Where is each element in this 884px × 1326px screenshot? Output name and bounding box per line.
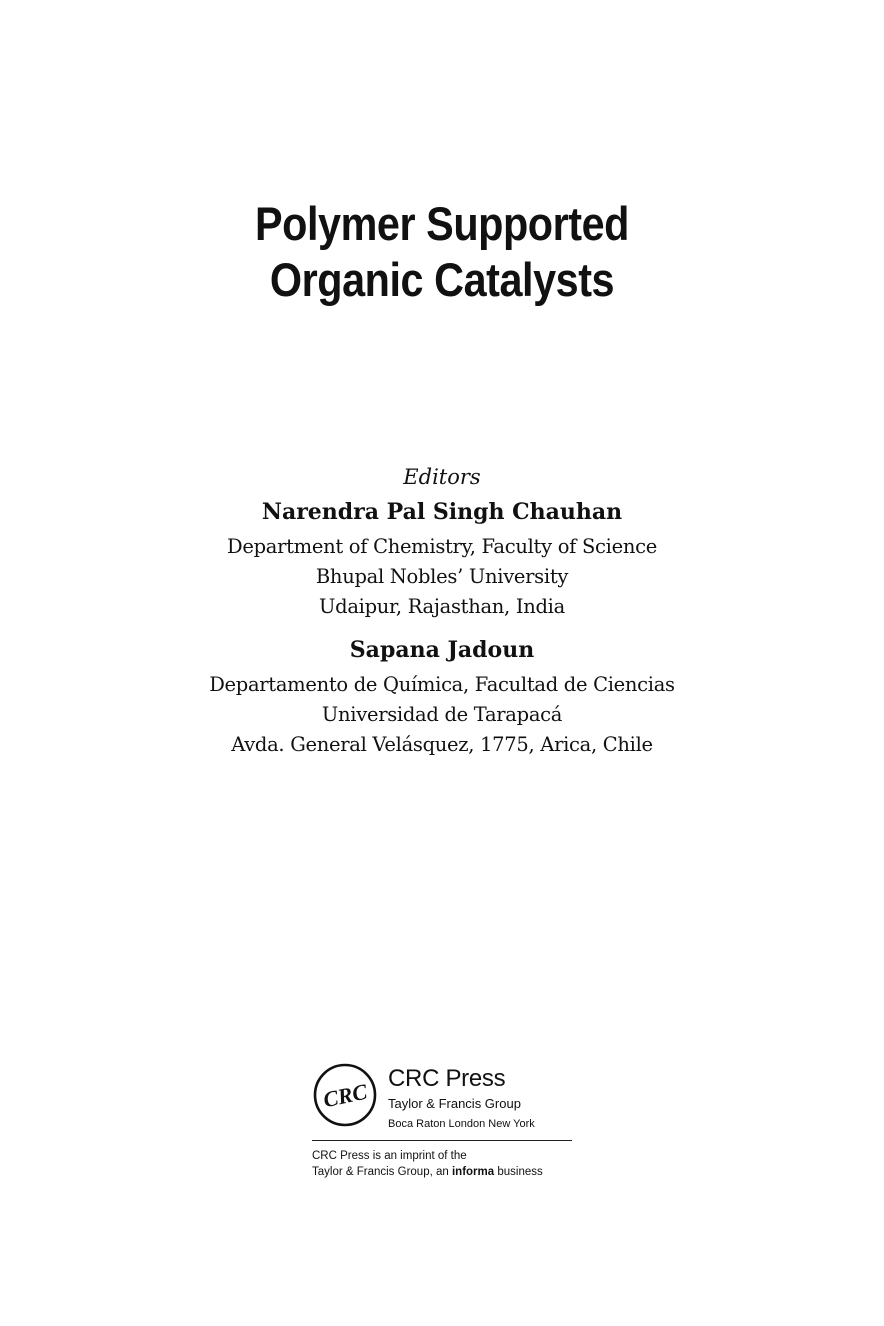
imprint-line-2-post: business <box>494 1166 543 1178</box>
editor-affiliation-line: Department of Chemistry, Faculty of Science <box>227 535 657 558</box>
informa-word: informa <box>451 1166 495 1178</box>
editor-affiliation-line: Bhupal Nobles’ University <box>315 565 569 588</box>
publisher-name: CRC Press <box>388 1065 506 1092</box>
imprint-line-2-pre: Taylor & Francis Group, an <box>312 1166 452 1178</box>
publisher-cities: Boca Raton London New York <box>388 1118 535 1130</box>
divider <box>312 1140 572 1141</box>
imprint-line-1: CRC Press is an imprint of the <box>312 1150 467 1162</box>
crc-logo-text: CRC <box>320 1078 370 1113</box>
editor-affiliation-line: Avda. General Velásquez, 1775, Arica, Chile <box>231 733 653 756</box>
publisher-group: Taylor & Francis Group <box>388 1096 521 1111</box>
editors-section <box>0 462 884 760</box>
editor-affiliation-line: Udaipur, Rajasthan, India <box>319 595 565 618</box>
editor-name: Narendra Pal Singh Chauhan <box>261 499 623 525</box>
book-title <box>53 196 831 308</box>
imprint-line-2 <box>312 1164 543 1180</box>
editor-affiliation-line: Departamento de Química, Facultad de Ciencias <box>209 673 675 696</box>
editor-name: Sapana Jadoun <box>349 637 535 663</box>
imprint-note <box>312 1148 543 1180</box>
crc-logo <box>312 1062 378 1128</box>
publisher-text <box>388 1064 535 1132</box>
editor-block-1 <box>0 496 884 622</box>
editors-label: Editors <box>403 465 481 489</box>
editor-affiliation-line: Universidad de Tarapacá <box>321 703 563 726</box>
book-title-line-1: Polymer Supported <box>254 197 629 250</box>
editor-block-2 <box>0 634 884 760</box>
book-title-line-2: Organic Catalysts <box>269 253 615 306</box>
